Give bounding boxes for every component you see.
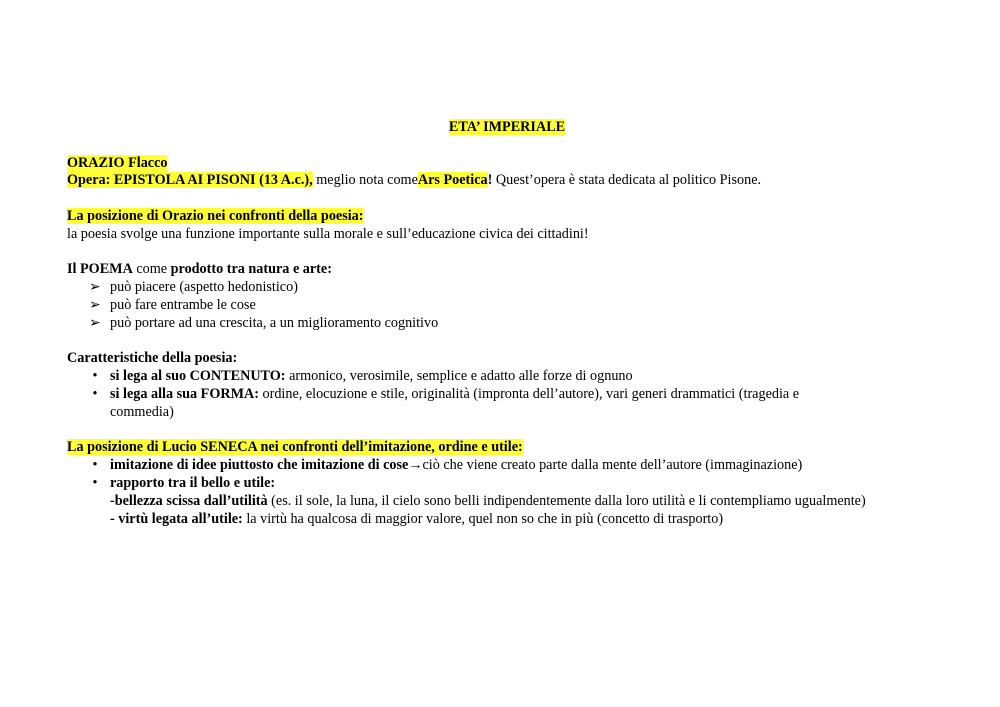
- bullet-icon: •: [92, 457, 98, 474]
- poema-heading-3: prodotto tra natura e arte:: [170, 261, 332, 278]
- title-text: ETA’ IMPERIALE: [448, 119, 566, 135]
- sub-item: [67, 493, 947, 511]
- opera-mid-text: meglio nota come: [312, 172, 418, 189]
- orazio-text: la poesia svolge una funzione importante sulla morale e sull’educazione civica dei cittadini!: [67, 225, 589, 242]
- list-item: [67, 279, 947, 297]
- spacer: [67, 137, 947, 155]
- caratteristiche-heading: Caratteristiche della poesia:: [67, 350, 238, 367]
- spacer: [67, 333, 947, 351]
- list-item: [67, 386, 947, 404]
- bullet-icon: •: [92, 385, 98, 402]
- arrow-bullet-icon: ➢: [89, 279, 101, 296]
- list-item-text: ciò che viene creato parte dalla mente dell’autore (immaginazione): [422, 457, 803, 474]
- orazio-heading: La posizione di Orazio nei confronti della poesia:: [67, 207, 364, 224]
- page-title: [67, 119, 947, 137]
- orazio-text-line: [67, 226, 947, 244]
- section-heading-poema: [67, 261, 947, 279]
- sub-item: [67, 511, 947, 529]
- list-item-continuation: [67, 404, 947, 422]
- author-name: ORAZIO Flacco: [67, 154, 168, 171]
- spacer: [67, 422, 947, 440]
- list-item-text: può piacere (aspetto hedonistico): [110, 279, 298, 296]
- list-item-text: ordine, elocuzione e stile, originalità (impronta dell’autore), vari generi drammatici (tragedia e: [258, 385, 800, 402]
- document-body: [67, 119, 947, 528]
- list-item-bold: imitazione di idee piuttosto che imitazione di cose: [110, 457, 409, 474]
- author-line: [67, 155, 947, 173]
- section-heading-orazio: [67, 208, 947, 226]
- sub-item-text: (es. il sole, la luna, il cielo sono belli indipendentemente dalla loro utilità e li contempliamo ugualmente): [267, 492, 866, 509]
- list-item: [67, 368, 947, 386]
- list-item: [67, 315, 947, 333]
- opera-rest-text: Quest’opera è stata dedicata al politico Pisone.: [492, 172, 762, 189]
- list-item-bold: rapporto tra il bello e utile:: [110, 474, 276, 491]
- spacer: [67, 190, 947, 208]
- list-item-bold: si lega al suo CONTENUTO:: [110, 368, 286, 385]
- sub-item-bold: -bellezza scissa dall’utilità: [110, 492, 268, 509]
- list-item: [67, 457, 947, 475]
- opera-line: [67, 172, 947, 190]
- section-heading-seneca: [67, 439, 947, 457]
- list-item-text: può portare ad una crescita, a un miglioramento cognitivo: [110, 314, 439, 331]
- list-item-text: può fare entrambe le cose: [110, 296, 256, 313]
- exclamation: !: [487, 172, 493, 189]
- ars-poetica-text: Ars Poetica: [417, 172, 488, 189]
- list-item: [67, 475, 947, 493]
- list-item: [67, 297, 947, 315]
- sub-item-bold: - virtù legata all’utile:: [110, 510, 243, 527]
- seneca-heading: La posizione di Lucio SENECA nei confronti dell’imitazione, ordine e utile:: [67, 439, 523, 456]
- poema-heading-1: Il POEMA: [67, 261, 133, 278]
- arrow-bullet-icon: ➢: [89, 296, 101, 313]
- poema-heading-2: come: [132, 261, 171, 278]
- opera-title: Opera: EPISTOLA AI PISONI (13 A.c.),: [67, 172, 313, 189]
- arrow-bullet-icon: ➢: [89, 314, 101, 331]
- list-item-bold: si lega alla sua FORMA:: [110, 385, 259, 402]
- right-arrow-icon: →: [408, 457, 423, 474]
- spacer: [67, 244, 947, 262]
- list-item-text: armonico, verosimile, semplice e adatto alle forze di ognuno: [285, 368, 633, 385]
- section-heading-caratteristiche: [67, 350, 947, 368]
- list-item-text: commedia): [110, 403, 174, 420]
- bullet-icon: •: [92, 368, 98, 385]
- bullet-icon: •: [92, 474, 98, 491]
- sub-item-text: la virtù ha qualcosa di maggior valore, quel non so che in più (concetto di trasporto): [242, 510, 724, 527]
